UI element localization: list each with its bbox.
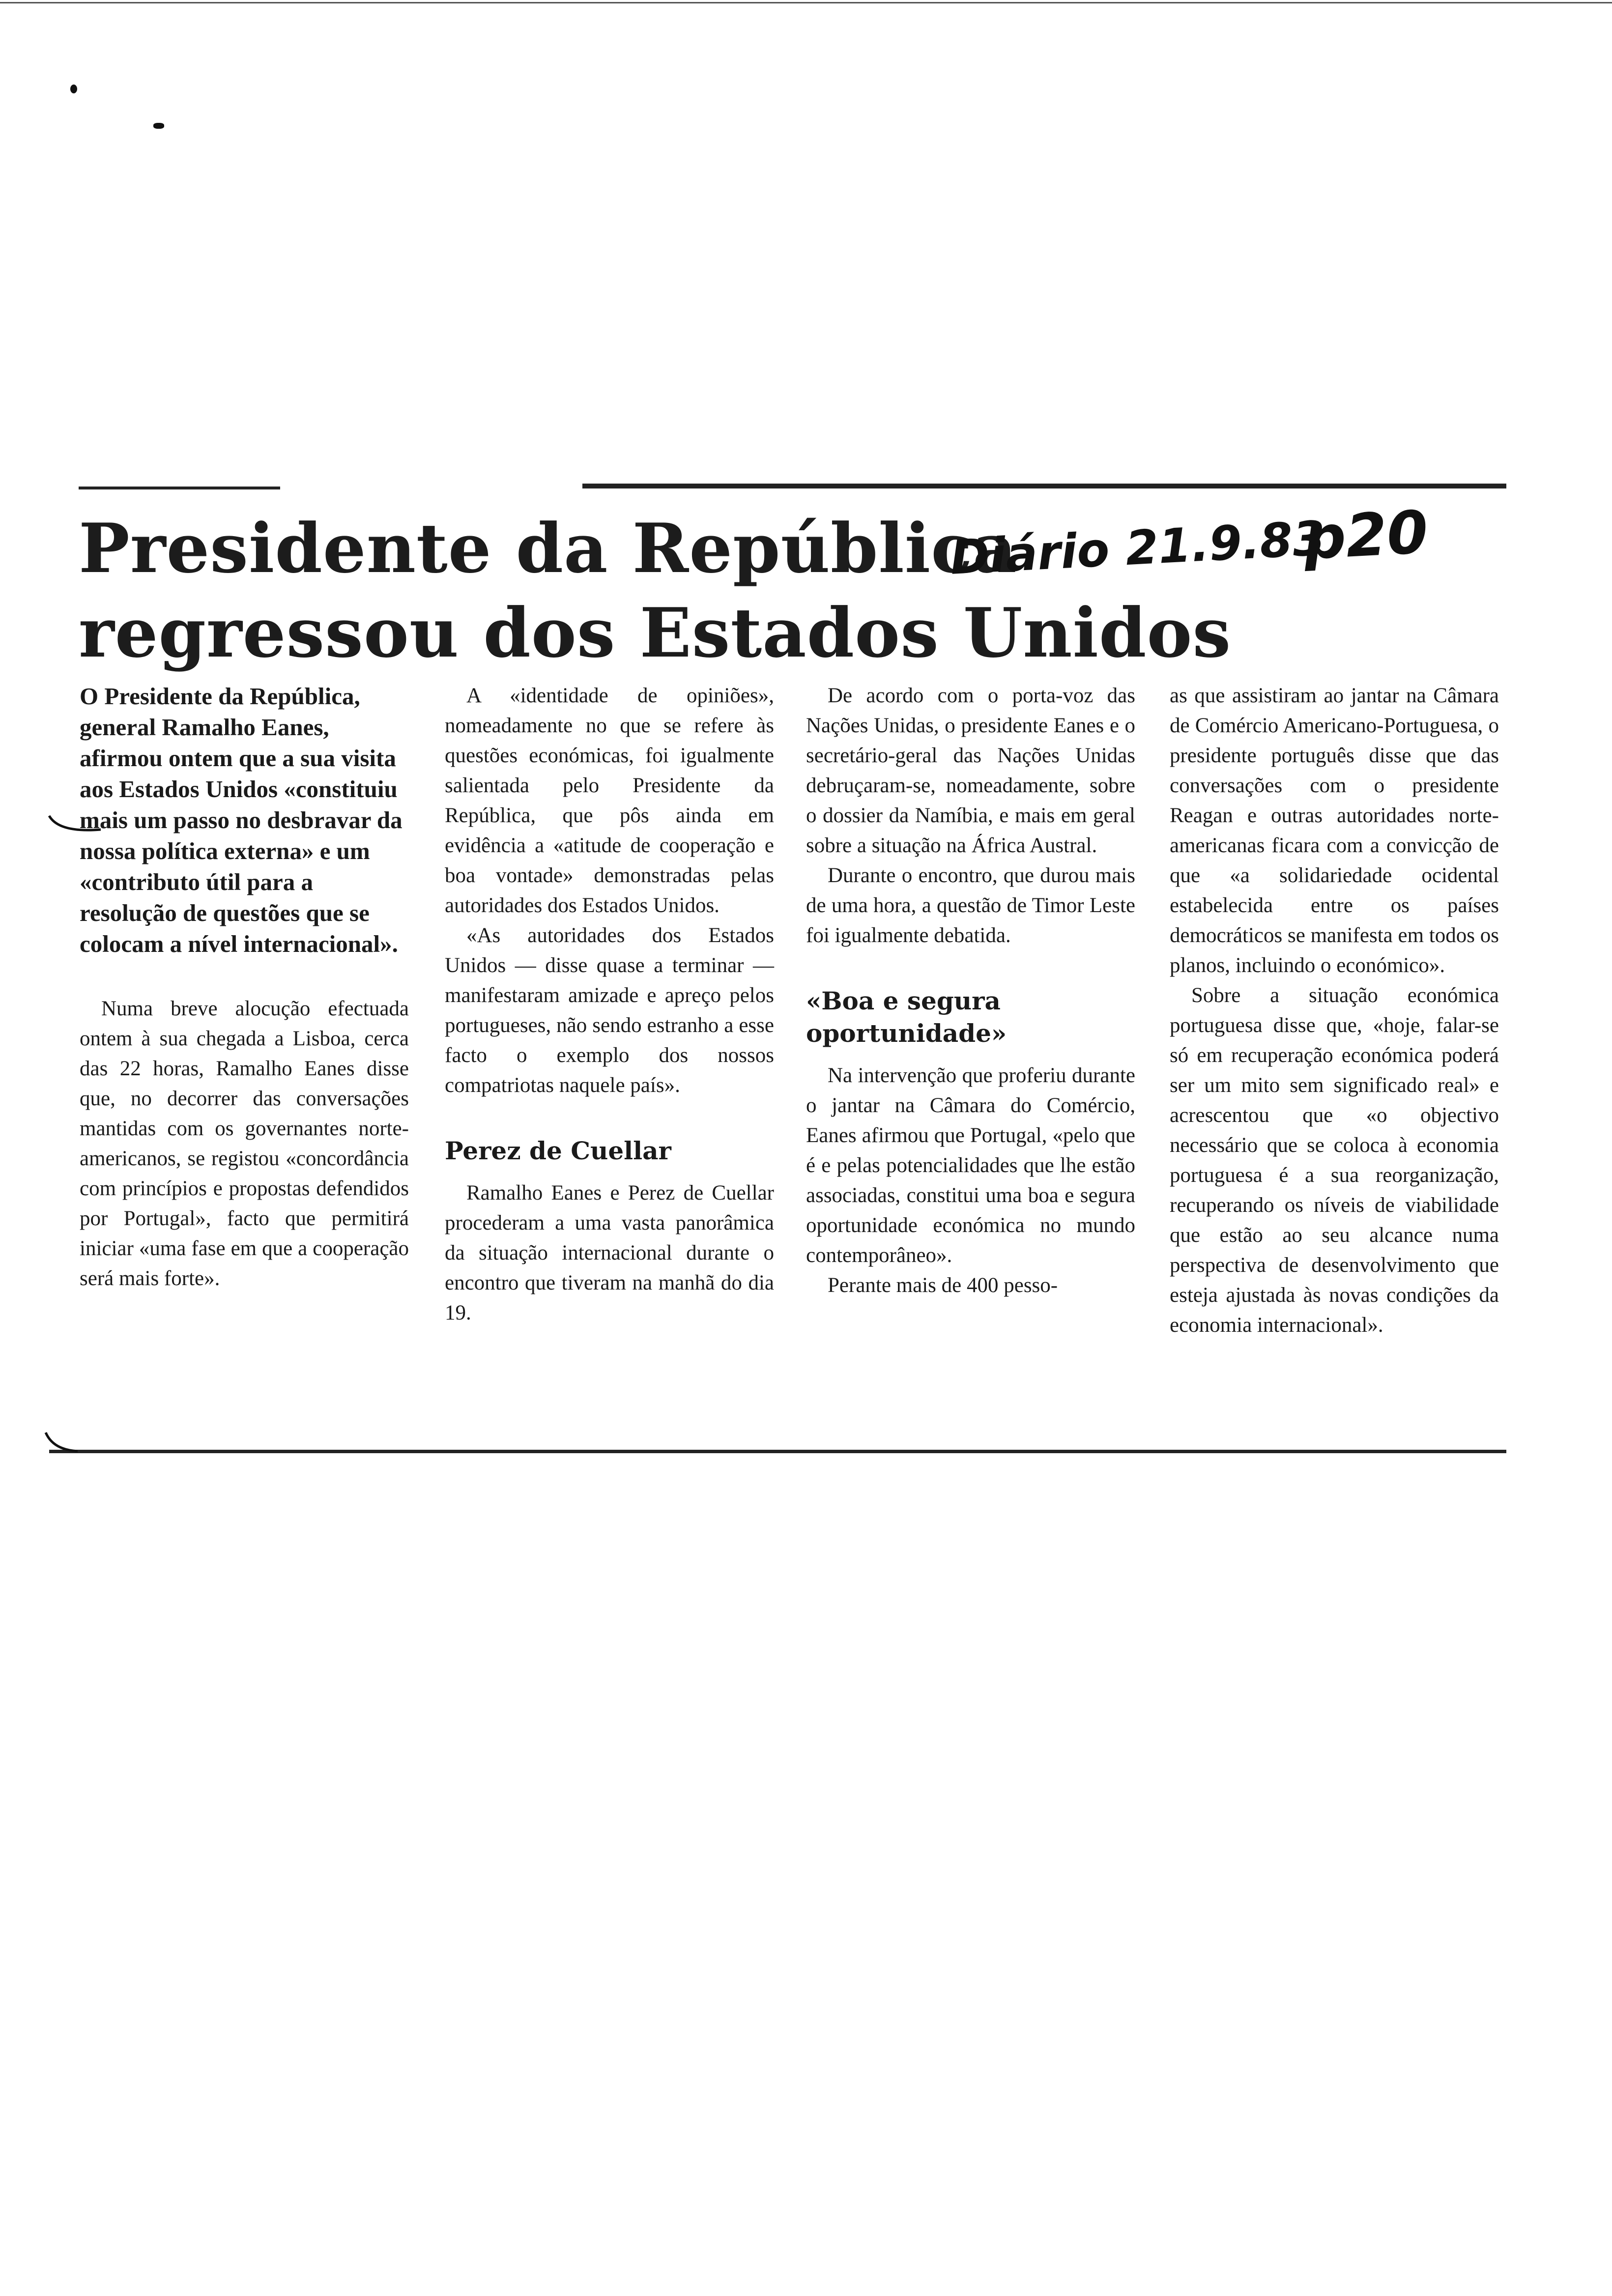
paragraph: as que assistiram ao jantar na Câmara de Comércio Americano-Portuguesa, o presidente português disse que das conversações com o presidente Reagan e outras autoridades norte-americanas ficara com a convicção de que «a solidariedade ocidental estabelecida entre os países democráticos se manifesta em todos os planos, incluindo o económico». xyxy=(1170,684,1499,977)
handwritten-date: Diário 21.9.83 xyxy=(949,511,1327,585)
handwritten-page-mark: p20 xyxy=(1302,498,1430,574)
stray-mark xyxy=(153,123,164,129)
margin-pen-mark xyxy=(47,811,106,840)
article-lead: O Presidente da República, general Ramalho Eanes, afirmou ontem que a sua visita aos Estados Unidos «constituiu mais um passo no desbravar da nossa política externa» e um «contributo útil para a resolução de questões que se colocam a nível internacional». xyxy=(80,683,403,957)
paragraph: A «identidade de opiniões», nomeadamente no que se refere às questões económicas, foi igualmente salientada pelo Presidente da República, que pôs ainda em evidência a «atitude de cooperação e boa vontade» demonstradas pelas autoridades dos Estados Unidos. xyxy=(445,684,774,917)
headline-line-1: Presidente da República xyxy=(79,508,1017,588)
headline-rule-long xyxy=(582,484,1506,488)
paragraph: «As autoridades dos Estados Unidos — disse quase a terminar — manifestaram amizade e apreço pelos portugueses, não sendo estranho a esse facto o exemplo dos nossos compatriotas naquele país». xyxy=(445,924,774,1097)
article-bottom-rule xyxy=(49,1450,1506,1453)
paragraph: Perante mais de 400 pesso- xyxy=(828,1274,1058,1297)
paragraph: Sobre a situação económica portuguesa disse que, «hoje, falar-se só em recuperação económica poderá ser um mito sem significado real» e acrescentou que «o objectivo necessário que se coloca à economia portuguesa é a sua reorganização, recuperando os níveis de viabilidade que estão ao seu alcance numa perspectiva de desenvolvimento que esteja ajustada às novas condições da economia internacional». xyxy=(1170,984,1499,1337)
subheading-boa-e-segura: «Boa e segura oportunidade» xyxy=(806,986,1007,1048)
paragraph: De acordo com o porta-voz das Nações Unidas, o presidente Eanes e o secretário-geral das Nações Unidas debruçaram-se, nomeadamente, sobre o dossier da Namíbia, e mais em geral sobre a situação na África Austral. xyxy=(806,684,1135,857)
article-column-4 xyxy=(1170,681,1499,1340)
article-column-3 xyxy=(806,681,1135,1300)
article-column-1 xyxy=(80,681,409,1293)
headline-rule-short xyxy=(79,487,280,489)
paragraph: Na intervenção que proferiu durante o jantar na Câmara do Comércio, Eanes afirmou que Portugal, «pelo que é e pelas potencialidades que lhe estão associadas, constitui uma boa e segura oportunidade económica no mundo contemporâneo». xyxy=(806,1064,1135,1267)
subheading-perez-de-cuellar: Perez de Cuellar xyxy=(445,1136,671,1165)
paragraph: Ramalho Eanes e Perez de Cuellar procederam a uma vasta panorâmica da situação internacional durante o encontro que tiveram na manhã do dia 19. xyxy=(445,1181,774,1324)
stray-dot xyxy=(70,85,77,93)
paragraph: Durante o encontro, que durou mais de uma hora, a questão de Timor Leste foi igualmente debatida. xyxy=(806,864,1135,947)
top-edge-line xyxy=(0,2,1612,3)
corner-pen-mark xyxy=(43,1428,87,1457)
article-column-2 xyxy=(445,681,774,1328)
paragraph: Numa breve alocução efectuada ontem à sua chegada a Lisboa, cerca das 22 horas, Ramalho Eanes disse que, no decorrer das conversações mantidas com os governantes norte-americanos, se registou «concordância com princípios e propostas defendidos por Portugal», facto que permitirá iniciar «uma fase em que a cooperação será mais forte». xyxy=(80,997,409,1290)
headline-line-2: regressou dos Estados Unidos xyxy=(79,593,1232,673)
